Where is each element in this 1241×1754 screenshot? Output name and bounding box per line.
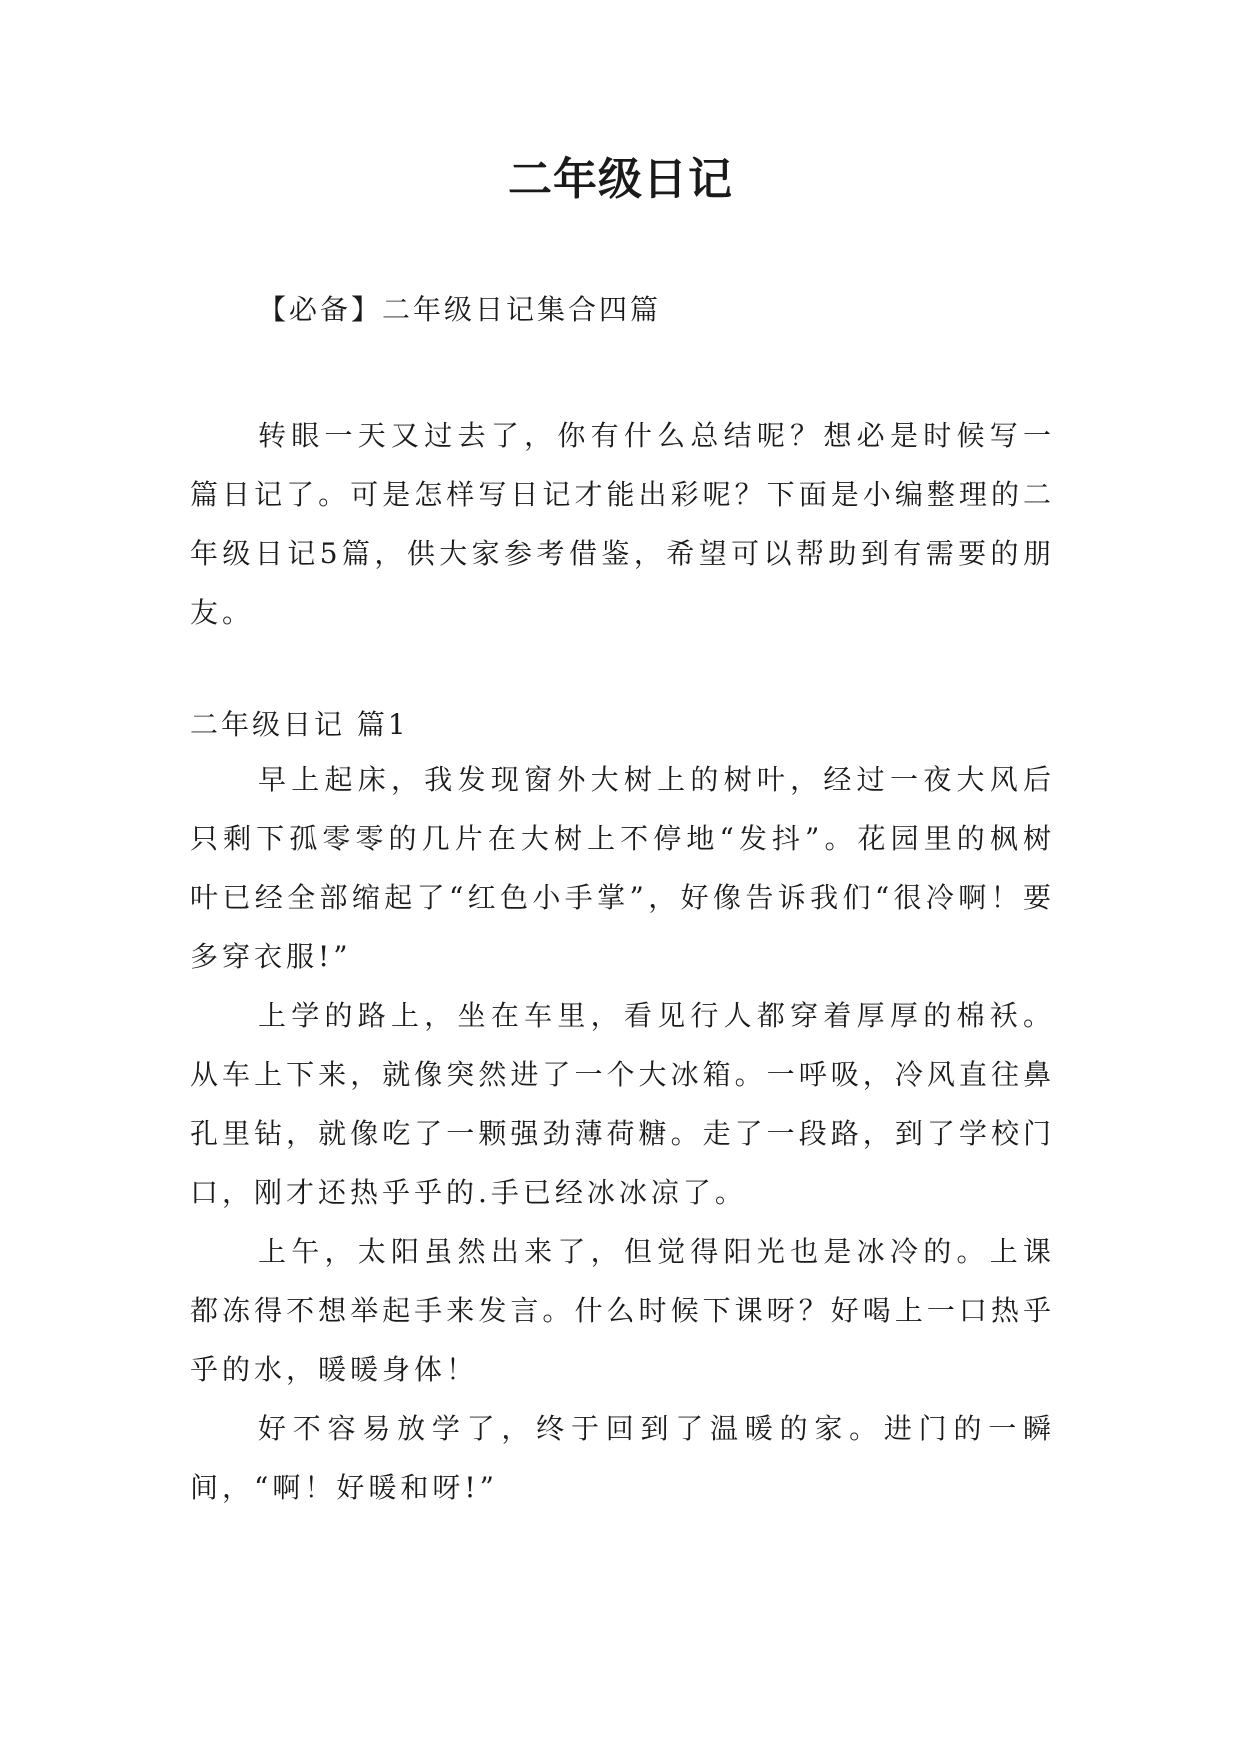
intro-paragraph: 转眼一天又过去了，你有什么总结呢？想必是时候写一篇日记了。可是怎样写日记才能出彩呢？下面是小编整理的二年级日记5篇，供大家参考借鉴，希望可以帮助到有需要的朋友。 [190, 419, 1055, 629]
diary-body [190, 750, 1055, 1517]
diary-paragraph: 上午，太阳虽然出来了，但觉得阳光也是冰冷的。上课都冻得不想举起手来发言。什么时候下课呀？好喝上一口热乎乎的水，暖暖身体！ [190, 1235, 1055, 1386]
diary-paragraph: 上学的路上，坐在车里，看见行人都穿着厚厚的棉袄。从车上下来，就像突然进了一个大冰箱。一呼吸，冷风直往鼻孔里钻，就像吃了一颗强劲薄荷糖。走了一段路，到了学校门口，刚才还热乎乎的.手已经冰冰凉了。 [190, 999, 1055, 1209]
diary-paragraph: 早上起床，我发现窗外大树上的树叶，经过一夜大风后只剩下孤零零的几片在大树上不停地“发抖”。花园里的枫树叶已经全部缩起了“红色小手掌”，好像告诉我们“很冷啊！要多穿衣服!” [190, 763, 1055, 973]
diary-paragraph: 好不容易放学了，终于回到了温暖的家。进门的一瞬间，“啊！好暖和呀!” [190, 1412, 1055, 1504]
section-heading: 二年级日记 篇1 [190, 708, 409, 741]
document-title: 二年级日记 [508, 154, 733, 205]
document-subtitle: 【必备】二年级日记集合四篇 [258, 293, 662, 326]
intro-block [190, 406, 1055, 642]
